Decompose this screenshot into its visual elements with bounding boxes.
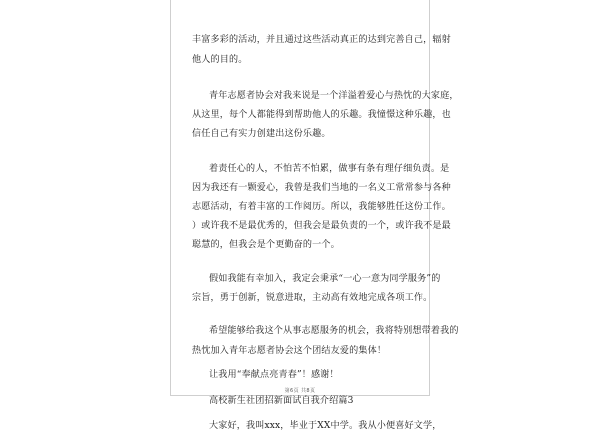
text-line: 希望能够给我这个从事志愿服务的机会，我将特别想带着我的	[209, 326, 459, 336]
text-line: 丰富多彩的活动，并且通过这些活动真正的达到完善自己，辐射	[192, 35, 451, 45]
text-line: 志愿活动，有着丰富的工作阅历。所以，我能够胜任这份工作。	[192, 202, 451, 212]
text-line: 着责任心的人，不怕苦不怕累，做事有条有理仔细负责。是	[209, 164, 450, 174]
text-line: 高校新生社团招新面试自我介绍篇3	[209, 396, 354, 406]
lower-text-block	[170, 0, 433, 400]
text-line: 他人的目的。	[192, 55, 248, 65]
text-line: ）或许我不是最优秀的，但我会是最负责的一个，或许我不是最	[192, 221, 451, 231]
text-line: 从这里，每个人都能得到帮助他人的乐趣。我憧憬这种乐趣，也	[192, 110, 451, 120]
text-line: 因为我还有一颗爱心，我曾是我们当地的一名义工常常参与各种	[192, 183, 451, 193]
page-footer	[170, 387, 430, 394]
text-line: 假如我能有幸加入，我定会秉承“一心一意为同学服务”的	[209, 274, 441, 284]
text-line: 聪慧的，但我会是个更勤奋的一个。	[192, 240, 340, 250]
text-line: 热忱加入青年志愿者协会这个团结友爱的集体！	[192, 346, 387, 356]
text-line: 让我用“奉献点亮青春”！感谢！	[209, 370, 339, 380]
page-number-label: 第6页 共8页	[284, 388, 316, 394]
text-line: 信任自己有实力创建出这份乐趣。	[192, 129, 331, 139]
text-line: 宗旨，勇于创新，锐意进取，主动高有效地完成各项工作。	[192, 293, 433, 303]
text-line: 青年志愿者协会对我来说是一个洋溢着爱心与热忱的大家庭，	[209, 91, 459, 101]
text-line: 大家好，我叫xxx，毕业于XX中学。我从小便喜好文学，	[209, 421, 442, 431]
